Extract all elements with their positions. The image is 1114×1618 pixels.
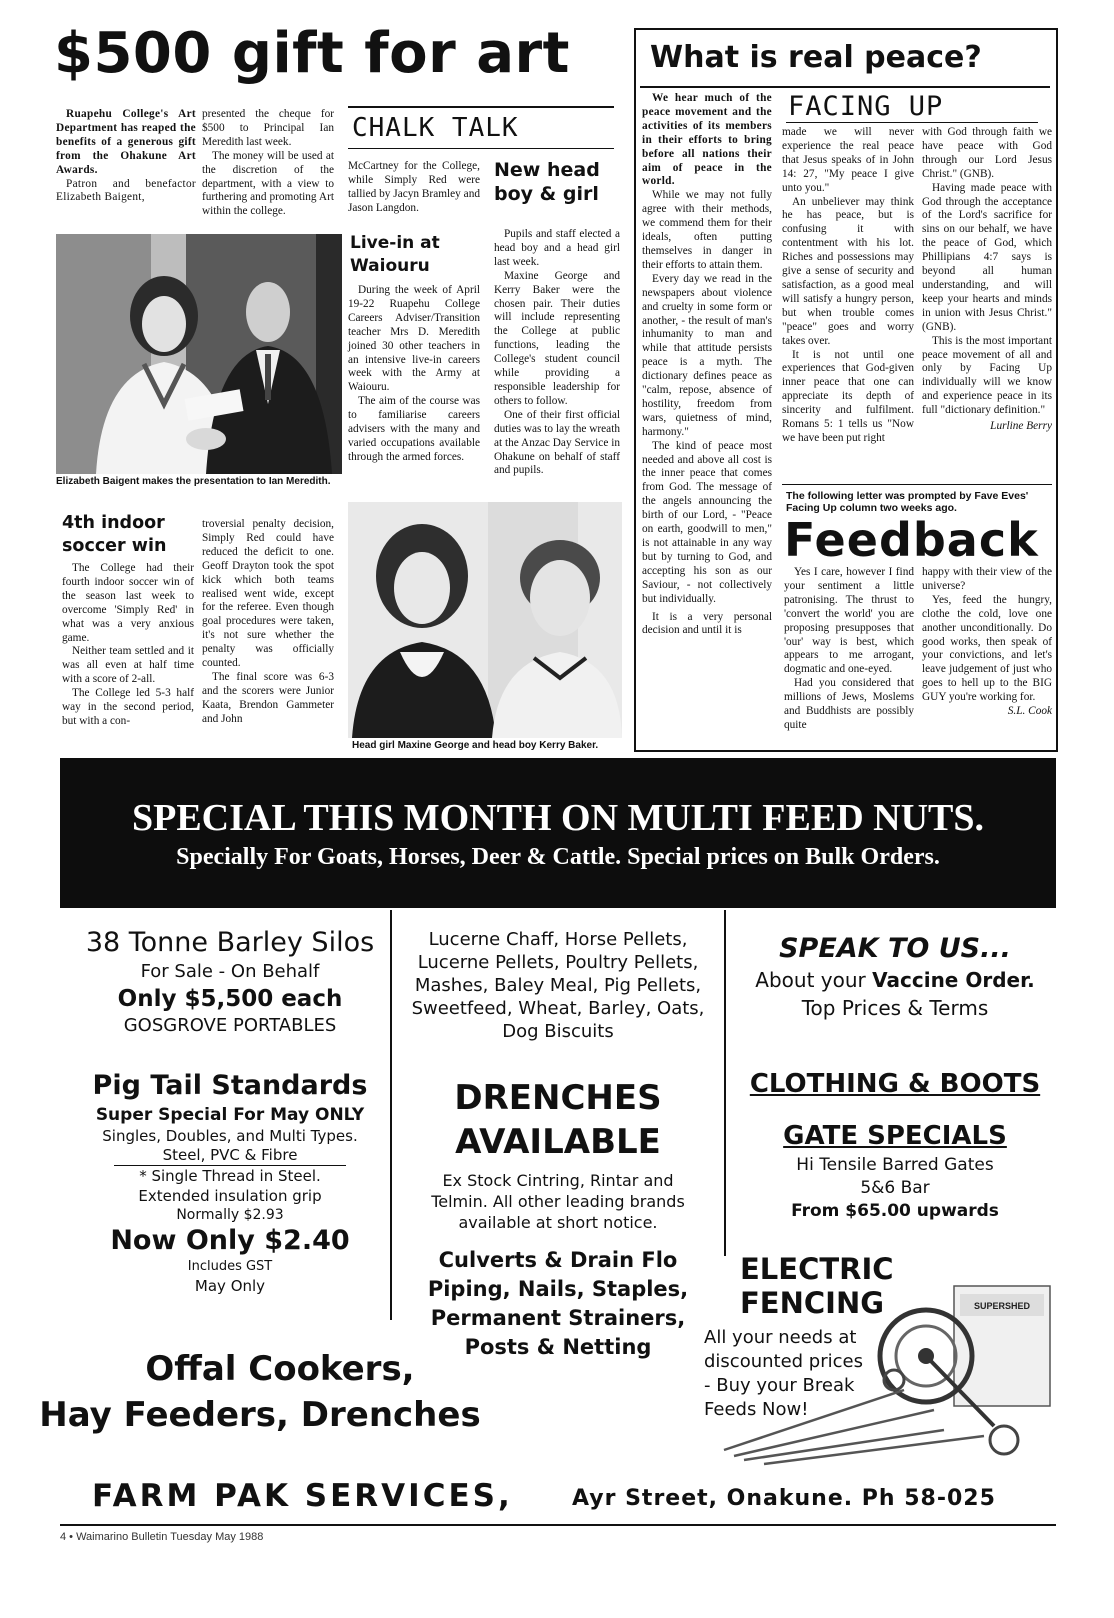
feedback-paragraph: Yes, feed the hungry, clothe the cold, love one another unconditionally. Do good works, then speak of your convictions, and let's leave judgement of just who goes to hell up to the BIG GUY you're working for. — [922, 593, 1052, 704]
soccer-paragraph: troversial penalty decision, Simply Red could have reduced the deficit to one. Geoff Drayton took the spot kick which both teams realised went wide, except for the referee. Even though goal procedures were taken, it's not sure whether the penalty was officially counted. — [202, 518, 334, 670]
feedback-column-2 — [922, 566, 1052, 719]
waiouru-headline: Live-in at Waiouru — [350, 233, 440, 276]
pig-title: Pig Tail Standards — [92, 1070, 368, 1101]
culverts-line: Posts & Netting — [464, 1335, 652, 1359]
soccer-column-2 — [202, 518, 334, 727]
waiouru-column — [348, 284, 480, 465]
pig-gst: Includes GST — [187, 1259, 273, 1274]
clothing-ad: CLOTHING & BOOTS — [749, 1069, 1041, 1099]
farm-pak-footer — [60, 1474, 1056, 1526]
art-paragraph: The money will be used at the discretion of the department, with a view to furthering and promoting Art within the college. — [202, 149, 334, 218]
soccer-paragraph: The College led 5-3 half way in the second period, but with a con- — [62, 687, 194, 727]
peace-paragraph: It is not until one experiences that God-given inner peace that one can appreciate its depth of sincerity and fulfilment. Romans 5: 1 tells us "Now we have been put right — [782, 348, 914, 444]
art-paragraph: Patron and benefactor Elizabeth Baigent, — [56, 177, 196, 204]
culverts-line: Permanent Strainers, — [430, 1306, 686, 1330]
feeds-line: Lucerne Chaff, Horse Pellets, — [428, 929, 688, 950]
speak-prefix: About your — [755, 968, 873, 992]
feedback-paragraph: Yes I care, however I find your sentiment a little patronising. The thrust to 'convert the world' you are proposing presupposes that 'our' way is best, which appears to me arrogant, dogmatic and one-eyed. — [784, 566, 914, 676]
art-photo-caption: Elizabeth Baigent makes the presentation to Ian Meredith. — [56, 476, 331, 487]
feeds-ad — [398, 928, 718, 1043]
peace-paragraph: Every day we read in the newspapers about violence and cruelty in some form or another, - the result of man's inhumanity to man and while that attitude persists peace is a myth. The dictionary defines peace as "calm, repose, absence of hostility, freedom from wars, quietness of mind, harmony." — [642, 272, 772, 438]
soccer-paragraph: The College had their fourth indoor soccer win of the season last week to overcome 'Simply Red' in what was a very anxious game. — [62, 562, 194, 644]
art-photo — [56, 234, 342, 474]
chalk-talk-banner: CHALK TALK — [352, 113, 519, 143]
page-folio: 4 • Waimarino Bulletin Tuesday May 1988 — [60, 1531, 264, 1543]
head-students-caption: Head girl Maxine George and head boy Kerry Baker. — [352, 740, 599, 751]
silos-line: For Sale - On Behalf — [140, 961, 320, 982]
culverts-line: Piping, Nails, Staples, — [427, 1277, 689, 1301]
peace-lead: We hear much of the peace movement and the activities of its members in their efforts to bring before all nations their aim of peace in the world. — [642, 92, 772, 188]
electric-title: ELECTRIC — [740, 1252, 894, 1286]
feedback-headline: Feedback — [784, 513, 1039, 567]
waiouru-paragraph: The aim of the course was to familiarise careers advisers with the many and varied occupations available through the armed forces. — [348, 395, 480, 463]
head-boy-girl-column — [494, 228, 620, 478]
peace-paragraph: While we may not fully agree with their methods, we commend them for their ideals, often putting themselves in danger in their efforts to attain them. — [642, 189, 772, 271]
head-paragraph: One of their first official duties was to lay the wreath at the Anzac Day Service in Ohakune on behalf of staff and pupils. — [494, 408, 620, 477]
feedback-author: S.L. Cook — [1007, 705, 1052, 718]
head-students-photo — [348, 502, 622, 738]
peace-column-2 — [782, 126, 914, 446]
peace-rule — [640, 86, 1050, 88]
facing-up-title: FACING UP — [788, 91, 944, 122]
peace-column-3 — [922, 126, 1052, 434]
peace-paragraph: with God through faith we have peace with God through our Lord Jesus Christ." (GNB). — [922, 126, 1052, 180]
gate-price: From $65.00 upwards — [791, 1201, 999, 1221]
peace-paragraph: An unbeliever may think he has peace, but is confusing it with contentment with his lot. Riches and possessions may give a sense of security and satisfaction, as a good meal will satisfy a hungry person, but when trouble comes "peace" goes and worry takes over. — [782, 195, 914, 347]
gate-line: Hi Tensile Barred Gates — [796, 1155, 994, 1175]
gate-line: 5&6 Bar — [860, 1178, 930, 1198]
pig-normal-price: Normally $2.93 — [176, 1207, 284, 1223]
banner-line-2: Specially For Goats, Horses, Deer & Cattle. Special prices on Bulk Orders. — [176, 844, 940, 870]
electric-line: All your needs at — [704, 1327, 857, 1348]
art-headline: $500 gift for art — [54, 21, 570, 86]
head-boy-girl-headline: New head boy & girl — [494, 159, 600, 205]
silos-price: Only $5,500 each — [117, 986, 343, 1012]
silos-title: 38 Tonne Barley Silos — [85, 927, 375, 958]
culverts-line: Culverts & Drain Flo — [438, 1248, 678, 1272]
pig-may: May Only — [194, 1277, 266, 1295]
offal-line: Offal Cookers, — [145, 1349, 415, 1389]
pig-now-price: Now Only $2.40 — [110, 1225, 350, 1256]
chalk-talk-rule-bottom — [348, 148, 614, 149]
facing-up-rule — [786, 122, 1038, 123]
pig-line: Extended insulation grip — [138, 1187, 322, 1205]
feedback-column-1 — [784, 566, 914, 733]
peace-paragraph: Having made peace with God through the acceptance of the Lord's sacrifice for sins on our behalf, we have the peace of God, which Phillipians 4:7 says is beyond all human understanding, and will keep your hearts and minds in union with Jesus Christ." (GNB). — [922, 181, 1052, 333]
head-paragraph: Pupils and staff elected a head boy and a head girl last week. — [494, 228, 620, 268]
electric-line: - Buy your Break — [704, 1375, 855, 1396]
art-paragraph: Ruapehu College's Art Department has reaped the benefits of a generous gift from the Ohakune Art Awards. — [56, 108, 196, 176]
head-students-photo-image — [348, 502, 622, 738]
speak-line — [730, 966, 1060, 994]
drench-line: Ex Stock Cintring, Rintar and — [442, 1171, 674, 1190]
electric-line: Feeds Now! — [704, 1399, 809, 1420]
electric-title: FENCING — [740, 1286, 885, 1320]
chalk-talk-rule-top — [348, 106, 614, 108]
art-column-2 — [202, 108, 334, 219]
drench-title: AVAILABLE — [455, 1122, 661, 1162]
peace-column-1 — [642, 92, 772, 638]
peace-paragraph: It is a very personal decision and until it is — [642, 610, 772, 637]
feeds-line: Lucerne Pellets, Poultry Pellets, — [417, 952, 699, 973]
electric-line: discounted prices — [704, 1351, 863, 1372]
feeds-line: Mashes, Baley Meal, Pig Pellets, — [414, 975, 702, 996]
pig-materials: Steel, PVC & Fibre — [114, 1146, 346, 1166]
peace-paragraph: made we will never experience the real peace that Jesus speaks of in John 14: 27, "My peace I give unto you." — [782, 126, 914, 194]
waiouru-paragraph: During the week of April 19-22 Ruapehu College Careers Adviser/Transition teacher Mrs D. Meredith joined 30 other teachers in an intensive live-in careers week with the Army at Waiouru. — [348, 284, 480, 394]
pig-line: Singles, Doubles, and Multi Types. — [102, 1127, 358, 1145]
feedback-intro: The following letter was prompted by Fave Eves' Facing Up column two weeks ago. — [786, 490, 1029, 514]
peace-headline: What is real peace? — [650, 40, 982, 75]
feeds-line: Dog Biscuits — [502, 1021, 614, 1042]
ad-divider-right — [724, 910, 726, 1256]
banner-line-1: SPECIAL THIS MONTH ON MULTI FEED NUTS. — [131, 797, 985, 839]
feedback-paragraph: Had you considered that millions of Jews, Moslems and Buddhists are possibly quite — [784, 677, 914, 731]
multi-feed-banner — [60, 758, 1056, 908]
drench-line: Telmin. All other leading brands — [431, 1192, 685, 1211]
soccer-column-1 — [62, 562, 194, 729]
reel-drawing — [704, 1260, 1060, 1470]
offal-line: Hay Feeders, Drenches — [39, 1395, 481, 1435]
peace-author: Lurline Berry — [990, 420, 1052, 433]
feedback-paragraph: happy with their view of the universe? — [922, 566, 1052, 592]
gate-title: GATE SPECIALS — [783, 1121, 1007, 1151]
speak-vaccine: Vaccine Order. — [872, 968, 1035, 992]
drench-title: DRENCHES — [454, 1078, 662, 1118]
fencing-reel-illustration — [704, 1260, 1060, 1470]
art-column-1 — [56, 108, 196, 205]
footer-address: Ayr Street, Onakune. Ph 58-025 — [572, 1486, 996, 1511]
chalk-continued-text: McCartney for the College, while Simply Red were tallied by Jacyn Bramley and Jason Langdon. — [348, 160, 480, 214]
feeds-line: Sweetfeed, Wheat, Barley, Oats, — [411, 998, 705, 1019]
pig-special: Super Special For May ONLY — [95, 1105, 365, 1125]
presentation-photo-image — [56, 234, 342, 474]
peace-paragraph: The kind of peace most needed and above all cost is the inner peace that comes from God. The message of the angels announcing the birth of our Lord, - "Peace on earth, goodwill to men," is not attainable in any way but by turning to God, and accepting his son as our Saviour, - not collectively but individually. — [642, 439, 772, 605]
footer-business-name: FARM PAK SERVICES, — [92, 1478, 513, 1514]
art-paragraph: presented the cheque for $500 to Principal Ian Meredith last week. — [202, 108, 334, 148]
pig-line: * Single Thread in Steel. — [139, 1167, 321, 1185]
speak-terms: Top Prices & Terms — [801, 996, 989, 1020]
head-paragraph: Maxine George and Kerry Baker were the chosen pair. Their duties will include representing the College at public functions, leading the College's student council while providing a responsible leadership for others to follow. — [494, 269, 620, 407]
offal-ad — [39, 1346, 500, 1438]
silos-ad — [60, 926, 400, 1038]
gate-ad — [730, 1118, 1060, 1223]
silos-seller: GOSGROVE PORTABLES — [123, 1015, 337, 1036]
soccer-paragraph: The final score was 6-3 and the scorers were Junior Kaata, Brendon Gammeter and John — [202, 670, 334, 725]
drench-line: available at short notice. — [458, 1213, 658, 1232]
drench-ad — [398, 1076, 718, 1233]
speak-title: SPEAK TO US... — [779, 933, 1011, 964]
peace-paragraph: This is the most important peace movement of all and only by Facing Up individually will we know and experience peace in its full "dictionary definition." — [922, 334, 1052, 417]
pig-tail-ad — [60, 1068, 400, 1296]
feedback-rule — [782, 484, 1052, 485]
reel-box-label: SUPERSHED — [973, 1301, 1031, 1311]
culverts-ad — [398, 1246, 718, 1362]
soccer-paragraph: Neither team settled and it was all even at half time with a score of 2-all. — [62, 645, 194, 686]
soccer-headline: 4th indoor soccer win — [62, 513, 167, 556]
speak-ad — [730, 932, 1060, 1022]
